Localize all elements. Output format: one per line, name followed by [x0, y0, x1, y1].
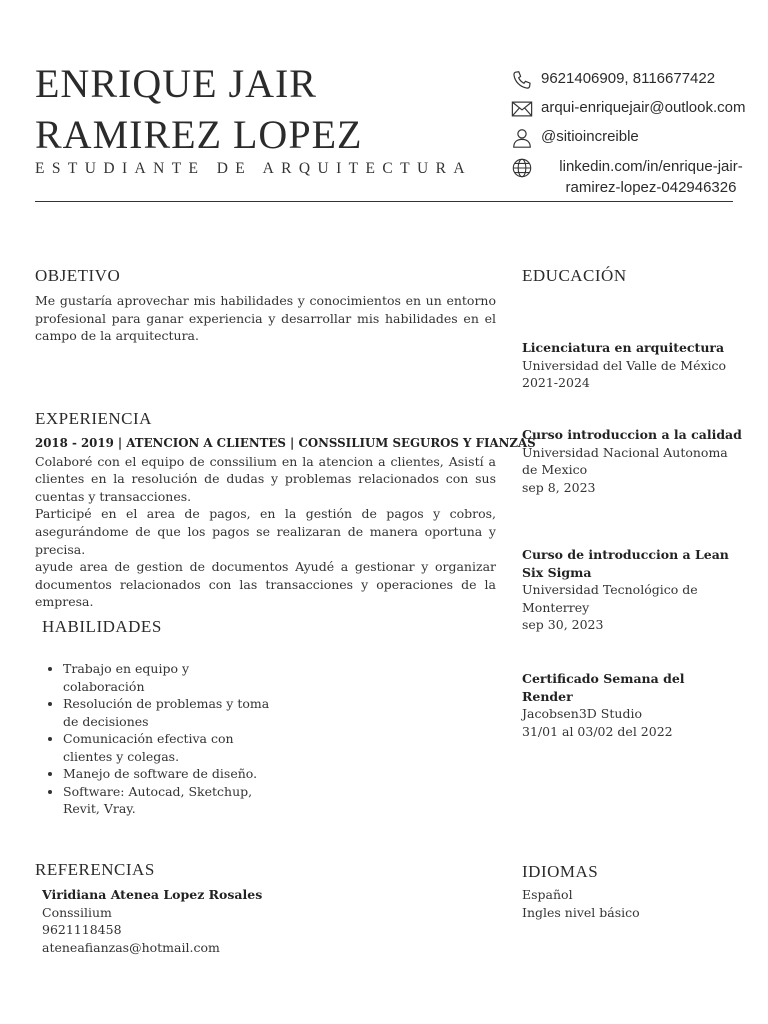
- educacion-heading: EDUCACIÓN: [522, 266, 627, 285]
- referencia-company: Conssilium: [42, 904, 112, 920]
- job-title: ESTUDIANTE DE ARQUITECTURA: [35, 160, 472, 177]
- referencia-contact: [42, 886, 262, 956]
- idiomas-list: [522, 886, 640, 921]
- skill-item: • Comunicación efectiva con clientes y colegas.: [63, 730, 271, 765]
- language-item: Español: [522, 887, 573, 902]
- education-date: sep 30, 2023: [522, 617, 604, 633]
- experiencia-paragraph-1: Colaboré con el equipo de conssilium en la atencion a clientes, Asistí a clientes en la resolución de dudas y problemas relacionados con sus cuentas y transacciones.: [35, 453, 496, 504]
- skill-item: • Software: Autocad, Sketchup, Revit, Vray.: [63, 783, 271, 818]
- experiencia-paragraph-2: Participé en el area de pagos, en la gestión de pagos y cobros, asegurándome de que los pagos se realizaran de manera oportuna y precisa.: [35, 506, 496, 557]
- linkedin-line-2: ramirez-lopez-042946326: [565, 179, 737, 196]
- education-title: Curso de introduccion a Lean Six Sigma: [522, 547, 729, 580]
- education-entry: [522, 339, 737, 392]
- referencias-heading: REFERENCIAS: [35, 860, 155, 879]
- linkedin-link[interactable]: [541, 157, 761, 197]
- contact-linkedin: [511, 157, 761, 197]
- referencia-name: Viridiana Atenea Lopez Rosales: [42, 887, 263, 902]
- habilidades-heading: HABILIDADES: [42, 617, 162, 636]
- education-date: 31/01 al 03/02 del 2022: [522, 723, 673, 739]
- linkedin-line-1: linkedin.com/in/enrique-jair-: [559, 158, 743, 175]
- experiencia-paragraph-3: ayude area de gestion de documentos Ayudé a gestionar y organizar documentos relacionados con las transacciones y operaciones de la empresa.: [35, 559, 496, 610]
- education-title: Licenciatura en arquitectura: [522, 340, 725, 355]
- header-divider: [35, 201, 733, 202]
- objetivo-text: Me gustaría aprovechar mis habilidades y conocimientos en un entorno profesional para ganar experiencia y desarrollar mis habilidades en el campo de la arquitectura.: [35, 293, 496, 344]
- language-item: Ingles nivel básico: [522, 904, 640, 920]
- skill-item: • Manejo de software de diseño.: [63, 765, 271, 783]
- phone-text: 9621406909, 8116677422: [541, 70, 716, 87]
- website-text[interactable]: @sitioincreible: [541, 128, 639, 145]
- habilidades-list: [35, 660, 271, 818]
- skill-item: • Resolución de problemas y toma de decisiones: [63, 695, 271, 730]
- email-link[interactable]: arqui-enriquejair@outlook.com: [541, 99, 746, 116]
- experiencia-block: [35, 435, 536, 611]
- resume-name: [35, 58, 362, 160]
- contact-email: [511, 98, 746, 120]
- idiomas-heading: IDIOMAS: [522, 862, 599, 881]
- education-institution: Jacobsen3D Studio: [522, 706, 642, 722]
- objetivo-heading: OBJETIVO: [35, 266, 121, 285]
- referencia-email[interactable]: ateneafianzas@hotmail.com: [42, 939, 220, 955]
- contact-phone: [511, 69, 715, 91]
- user-icon: [511, 127, 533, 149]
- phone-icon: [511, 69, 533, 91]
- name-line-1: ENRIQUE JAIR: [35, 61, 317, 106]
- experiencia-role: 2018 - 2019 | ATENCION A CLIENTES | CONSSILIUM SEGUROS Y FIANZAS: [35, 436, 536, 450]
- globe-icon: [511, 157, 533, 179]
- education-entry: [522, 426, 742, 496]
- education-entry: [522, 546, 737, 634]
- education-entry: [522, 670, 737, 740]
- contact-website: [511, 127, 639, 149]
- education-institution: Universidad del Valle de México: [522, 357, 727, 373]
- education-institution: Universidad Nacional Autonoma de Mexico: [522, 444, 728, 478]
- education-date: 2021-2024: [522, 375, 590, 391]
- referencia-phone: 9621118458: [42, 922, 122, 938]
- name-line-2: RAMIREZ LOPEZ: [35, 112, 363, 157]
- education-date: sep 8, 2023: [522, 479, 596, 495]
- education-institution: Universidad Tecnológico de Monterrey: [522, 582, 698, 615]
- skill-item: • Trabajo en equipo y colaboración: [63, 660, 271, 695]
- education-title: Certificado Semana del Render: [522, 671, 685, 704]
- mail-icon: [511, 98, 533, 120]
- education-title: Curso introduccion a la calidad: [522, 427, 742, 442]
- experiencia-heading: EXPERIENCIA: [35, 409, 152, 428]
